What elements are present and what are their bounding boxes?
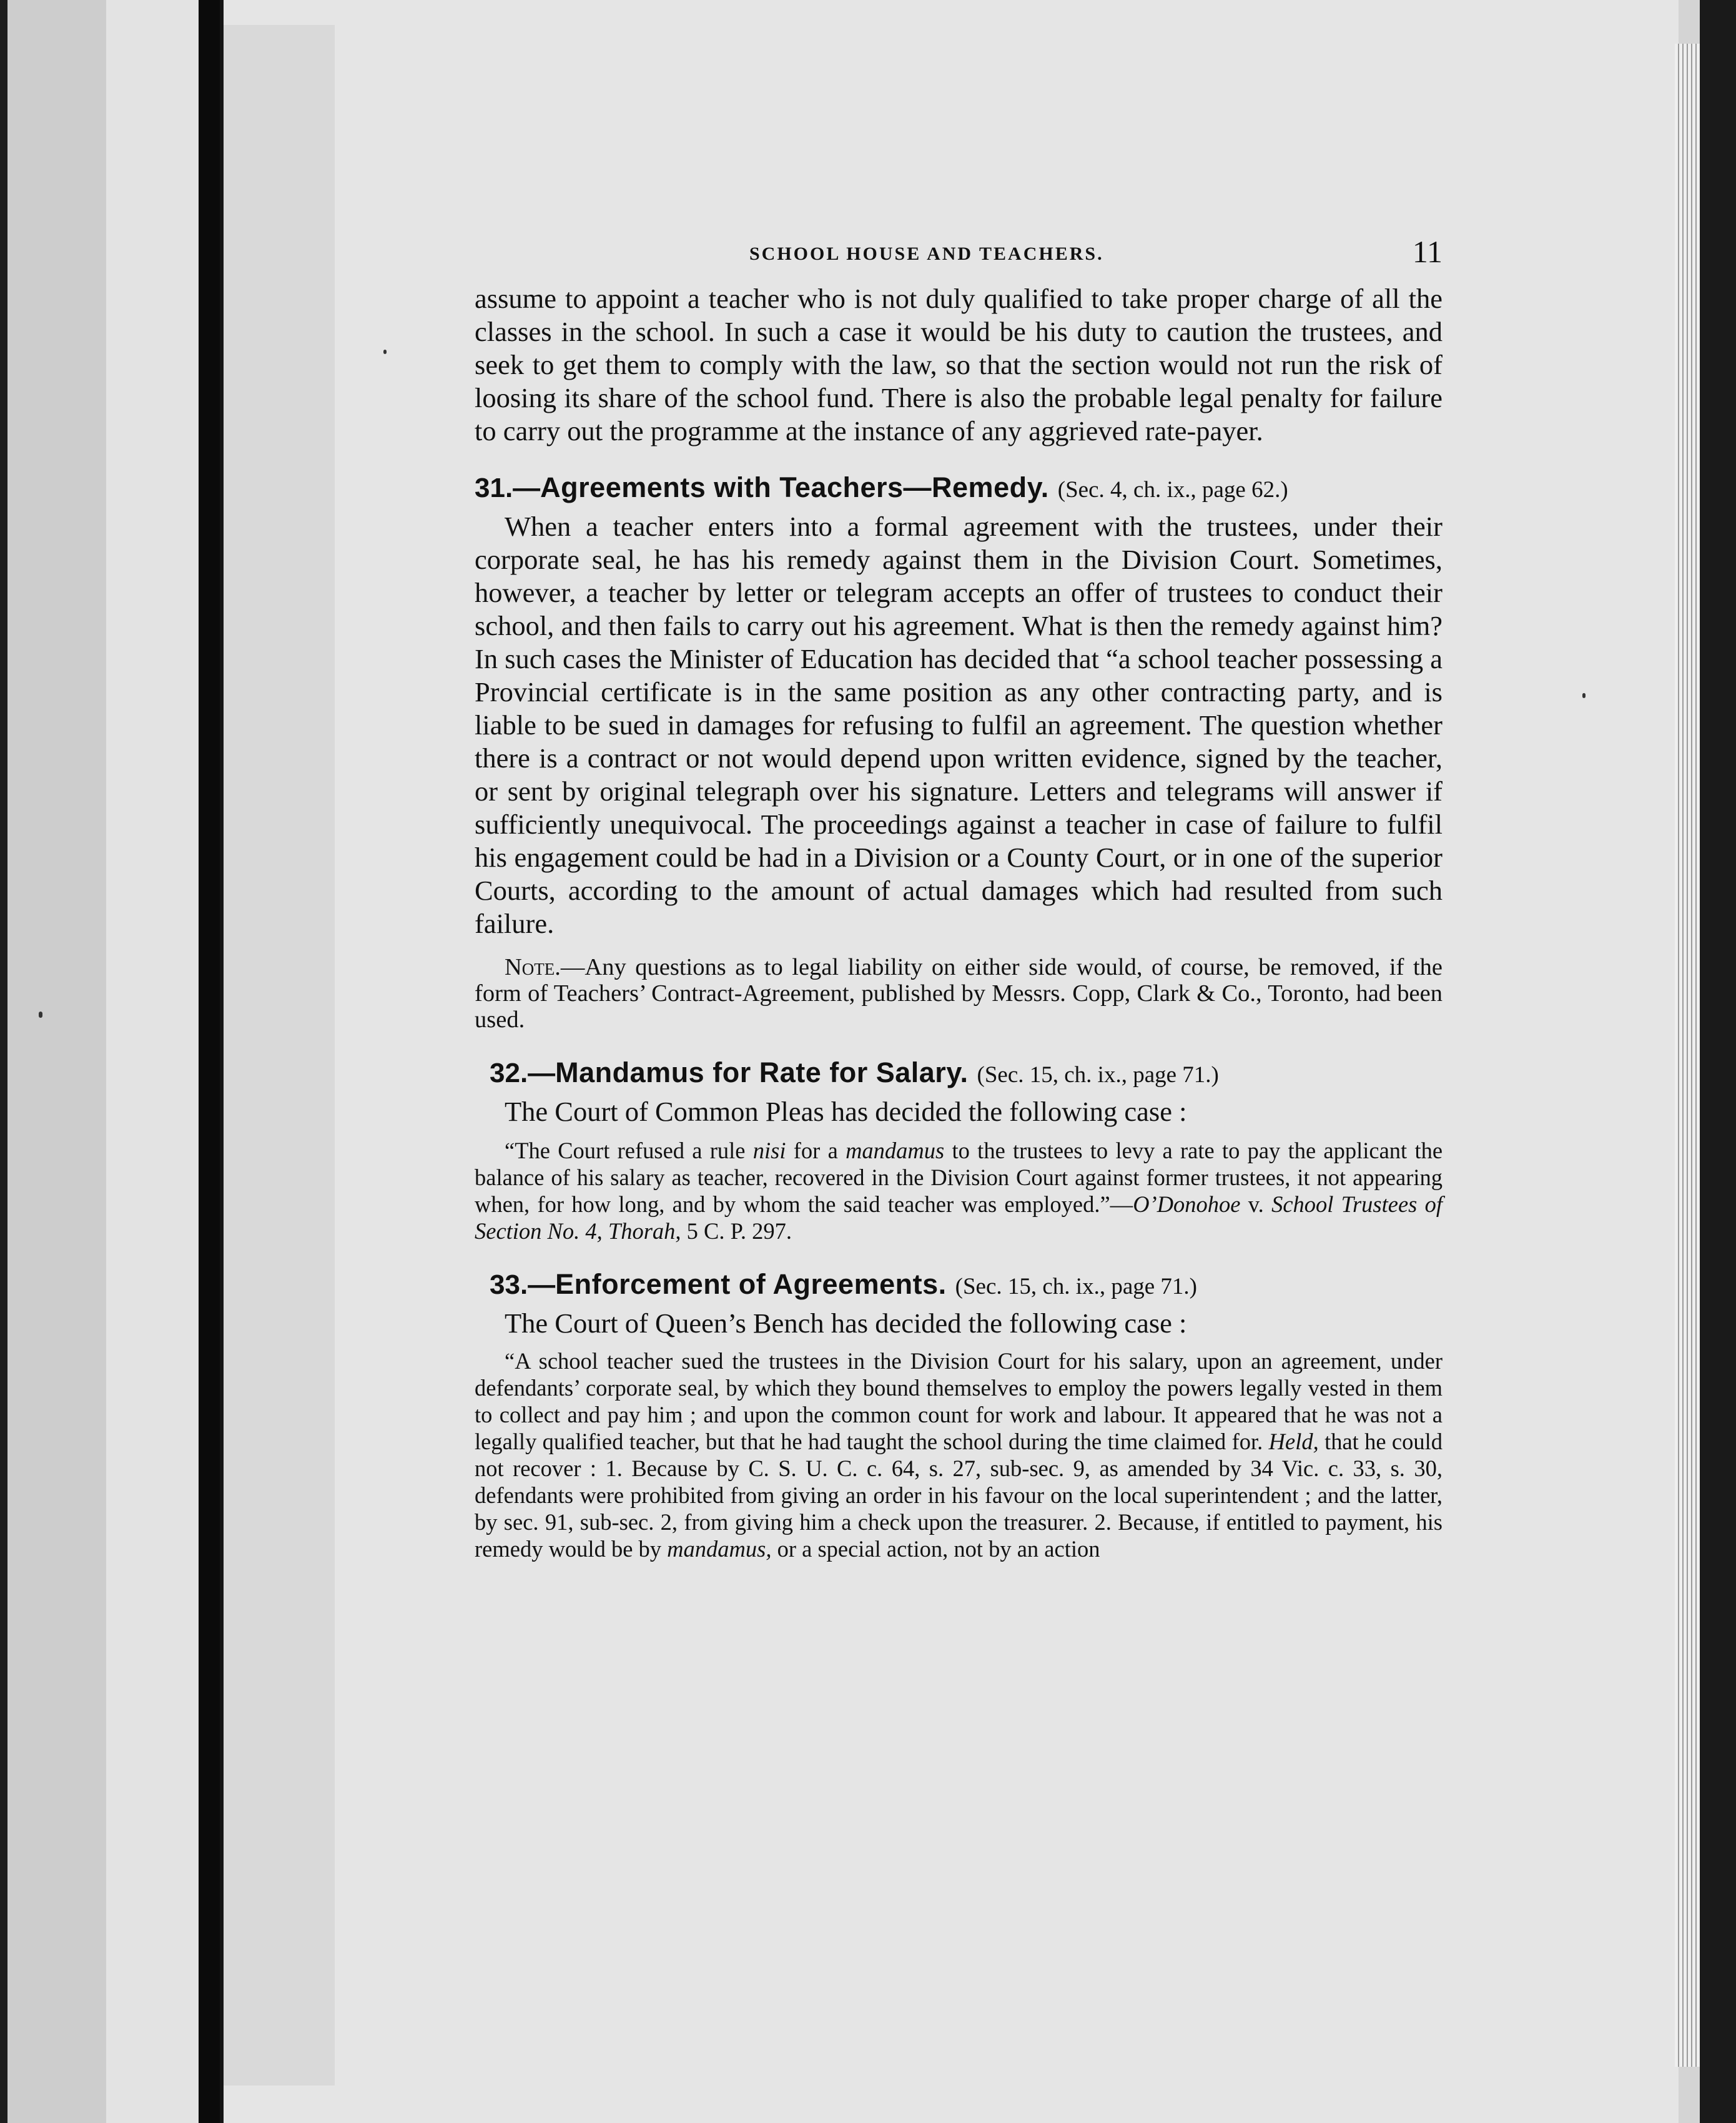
scan-speck <box>39 1012 42 1018</box>
scan-speck <box>383 350 387 354</box>
section-title: Enforcement of Agreements. <box>555 1268 947 1300</box>
section-reference: (Sec. 15, ch. ix., page 71.) <box>977 1062 1219 1088</box>
section-title: Mandamus for Rate for Salary. <box>555 1057 969 1088</box>
section-32-intro: The Court of Common Pleas has decided the following case : <box>505 1096 1187 1127</box>
page-stack-edges <box>1675 44 1700 2067</box>
case-party: O’Donohoe <box>1133 1191 1241 1217</box>
opening-paragraph: assume to appoint a teacher who is not duly qualified to take proper charge of all the classes in the school. In such a case it would be his duty to caution the trustees, and seek to get them to comply with the law, so that the section would not run the risk of loosing its share of the school fund. There is also the probable legal penalty for failure to carry out the programme at the instance of any aggrieved rate-payer. <box>475 283 1443 446</box>
quote-text: that he could not recover : 1. Because by C. S. U. C. c. 64, s. 27, sub-sec. 9, as amended by 34 Vic. c. 33, s. 30, defendants were prohibited from giving an order in his favour on the local superintendent ; and the latter, by sec. 91, sub-sec. 2, from giving him a check upon the treasurer. 2. Because, if entitled to payment, his remedy would be by <box>475 1429 1443 1562</box>
section-number: 32.— <box>490 1058 556 1088</box>
page-number: 11 <box>1412 234 1443 269</box>
section-reference: (Sec. 15, ch. ix., page 71.) <box>955 1274 1198 1299</box>
held-word: Held, <box>1268 1429 1319 1454</box>
section-number: 33.— <box>490 1269 556 1300</box>
case-name: School Trustees of Section No. 4, Thorah, <box>475 1191 1443 1244</box>
case-versus: v. <box>1248 1191 1264 1217</box>
scan-speck <box>1582 693 1586 698</box>
section-title: Agreements with Teachers—Remedy. <box>540 471 1049 503</box>
running-title: SCHOOL HOUSE AND TEACHERS. <box>749 244 1104 264</box>
case-citation: 5 C. P. 297. <box>686 1218 792 1244</box>
section-32-heading <box>490 1055 1443 1093</box>
note-text: —Any questions as to legal liability on either side would, of course, be removed, if the form of Teachers’ Contract-Agreement, published by Messrs. Copp, Clark & Co., Toronto, had been used. <box>475 954 1443 1033</box>
section-33-heading <box>490 1267 1443 1304</box>
quote-text: or a special action, not by an action <box>777 1536 1100 1562</box>
section-32-quote <box>475 1137 1443 1244</box>
section-31-note <box>475 954 1443 1033</box>
section-number: 31.— <box>475 473 541 503</box>
quote-italic: mandamus, <box>667 1536 772 1562</box>
facing-page-edge <box>106 0 206 2123</box>
quote-text: for a <box>793 1138 838 1163</box>
book-gutter-shadow <box>199 0 222 2123</box>
quote-italic: mandamus <box>846 1138 945 1163</box>
running-head <box>475 232 1443 282</box>
section-31-body: When a teacher enters into a formal agreement with the trustees, under their corporate seal, he has his remedy against them in the Division Court. Sometimes, however, a teacher by letter or telegram accepts an offer of trustees to conduct their school, and then fails to carry out his agreement. What is then the remedy against him? In such cases the Minister of Education has decided that “a school teacher possessing a Provincial certificate is in the same position as any other contracting party, and is liable to be sued in damages for refusing to fulfil an agreement. The question whether there is a contract or not would depend upon written evidence, signed by the teacher, or sent by original telegraph over his signature. Letters and telegrams will answer if sufficiently unequivocal. The proceedings against a teacher in case of failure to fulfil his engagement could be had in a Division or a County Court, or in one of the superior Courts, according to the amount of actual damages which had resulted from such failure. <box>475 511 1443 939</box>
scan-right-edge <box>1700 0 1736 2123</box>
quote-text: to the trustees to levy a rate to pay the applicant the balance of his salary as teacher, recovered in the Division Court against former trustees, it not appearing when, for how long, and by whom the said teacher was employed.”— <box>475 1138 1443 1217</box>
section-33-intro: The Court of Queen’s Bench has decided the following case : <box>505 1308 1187 1339</box>
section-reference: (Sec. 4, ch. ix., page 62.) <box>1057 477 1288 503</box>
scan-left-edge <box>0 0 7 2123</box>
quote-text: “A school teacher sued the trustees in the Division Court for his salary, upon an agreement, under defendants’ corporate seal, by which they bound themselves to employ the powers legally vested in them to collect and pay him ; and upon the common count for work and labour. It appeared that he was not a legally qualified teacher, but that he had taught the school during the time claimed for. <box>475 1348 1443 1454</box>
section-33-quote <box>475 1347 1443 1562</box>
page-text-block <box>475 232 1443 1562</box>
quote-italic: nisi <box>752 1138 786 1163</box>
section-31-heading <box>475 470 1443 508</box>
page-inner-margin <box>224 25 335 2086</box>
note-label: Note. <box>505 954 561 980</box>
quote-text: “The Court refused a rule <box>505 1138 746 1163</box>
